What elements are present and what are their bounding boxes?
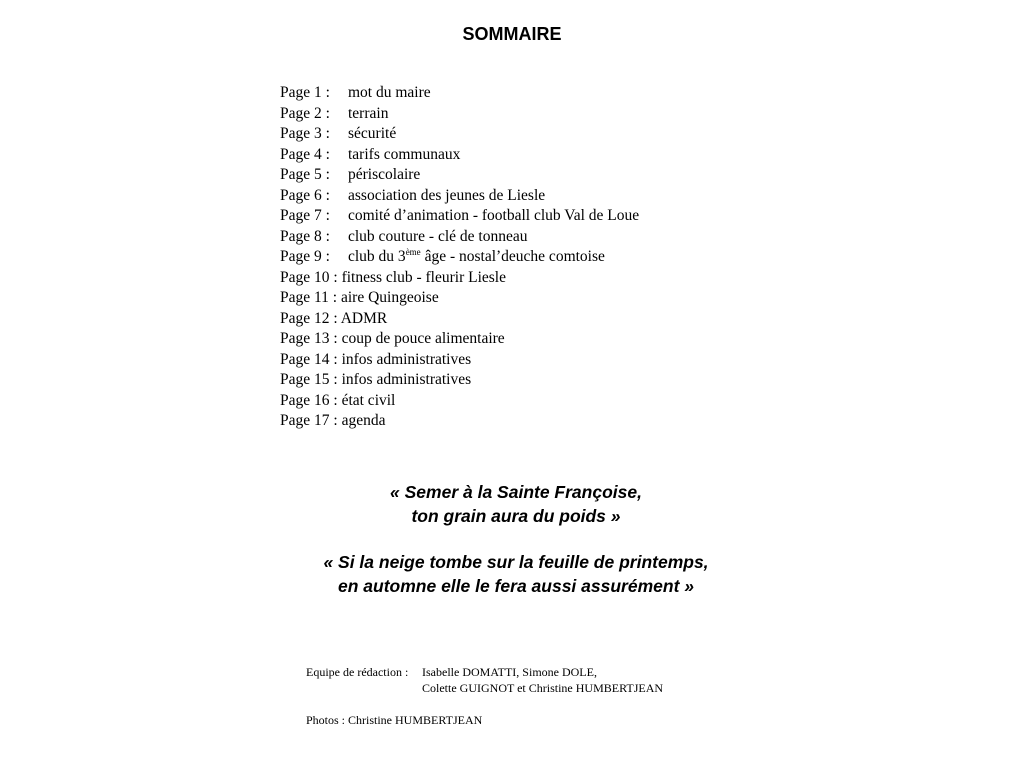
toc-item (280, 165, 639, 186)
toc-page-number: Page 10 : (280, 268, 338, 286)
toc-item (280, 268, 639, 289)
toc-item-title: terrain (348, 104, 389, 122)
toc-page-number: Page 6 : (280, 186, 330, 204)
toc-item (280, 370, 639, 391)
editorial-team-names: Isabelle DOMATTI, Simone DOLE, (422, 665, 597, 679)
proverbs (0, 480, 1024, 620)
proverb (0, 550, 1024, 598)
toc-item-title: comité d’animation - football club Val de Loue (348, 207, 640, 224)
toc-item-title: aire Quingeoise (341, 289, 439, 306)
toc-item (280, 104, 639, 125)
toc-item-title: club couture - clé de tonneau (348, 227, 528, 245)
toc-page-number: Page 3 : (280, 125, 330, 142)
editorial-team-names: Colette GUIGNOT et Christine HUMBERTJEAN (422, 681, 664, 695)
photo-credit: Photos : Christine HUMBERTJEAN (306, 713, 483, 727)
ordinal-superscript: ème (405, 246, 421, 257)
toc-item-title-end: âge - nostal’deuche comtoise (420, 248, 605, 265)
toc-page-number: Page 4 : (280, 145, 330, 163)
toc-page-number: Page 15 : (280, 371, 338, 388)
toc-item-title: périscolaire (348, 166, 421, 183)
toc-item (280, 83, 639, 104)
toc-page-number: Page 9 : (280, 248, 330, 265)
toc-item-title: agenda (341, 412, 386, 429)
proverb (0, 480, 1024, 528)
toc-item-title: ADMR (340, 309, 388, 327)
toc-page-number: Page 7 : (280, 207, 330, 224)
table-of-contents (280, 83, 639, 432)
toc-item (280, 411, 639, 432)
toc-item (280, 329, 639, 350)
toc-item-title: fitness club - fleurir Liesle (341, 268, 506, 286)
toc-item (280, 309, 639, 330)
toc-item (280, 350, 639, 371)
toc-item (280, 227, 639, 248)
toc-item-title-start: club du 3 (348, 248, 406, 265)
toc-item (280, 124, 639, 145)
proverb-line: ton grain aura du poids » (411, 506, 621, 526)
toc-item (280, 288, 639, 309)
toc-page-number: Page 8 : (280, 227, 330, 245)
toc-page-number: Page 11 : (280, 289, 338, 306)
proverb-line: « Semer à la Sainte Françoise, (390, 482, 642, 502)
proverb-line: « Si la neige tombe sur la feuille de printemps, (323, 552, 709, 572)
proverb-line: en automne elle le fera aussi assurément » (338, 576, 694, 596)
editorial-team (306, 664, 663, 680)
toc-item (280, 186, 639, 207)
toc-item-title: tarifs communaux (348, 145, 461, 163)
toc-item-title: mot du maire (348, 84, 431, 101)
toc-page-number: Page 16 : (280, 391, 338, 409)
toc-item (280, 145, 639, 166)
toc-item-title: coup de pouce alimentaire (341, 330, 505, 347)
editorial-team-continued (306, 680, 663, 696)
toc-item-title: sécurité (348, 125, 397, 142)
page-title: SOMMAIRE (462, 24, 562, 44)
toc-page-number: Page 5 : (280, 166, 330, 183)
toc-page-number: Page 17 : (280, 412, 338, 429)
toc-page-number: Page 14 : (280, 350, 338, 368)
toc-item-title: infos administratives (341, 371, 472, 388)
toc-page-number: Page 13 : (280, 330, 338, 347)
toc-item (280, 247, 639, 268)
toc-item-title: infos administratives (341, 350, 472, 368)
toc-item (280, 206, 639, 227)
toc-page-number: Page 2 : (280, 104, 330, 122)
toc-page-number: Page 12 : (280, 309, 338, 327)
toc-item-title (348, 248, 605, 265)
toc-item (280, 391, 639, 412)
toc-page-number: Page 1 : (280, 84, 330, 101)
credits (306, 664, 663, 728)
editorial-team-label: Equipe de rédaction : (306, 665, 409, 679)
toc-item-title: association des jeunes de Liesle (348, 186, 546, 204)
toc-item-title: état civil (341, 391, 396, 409)
